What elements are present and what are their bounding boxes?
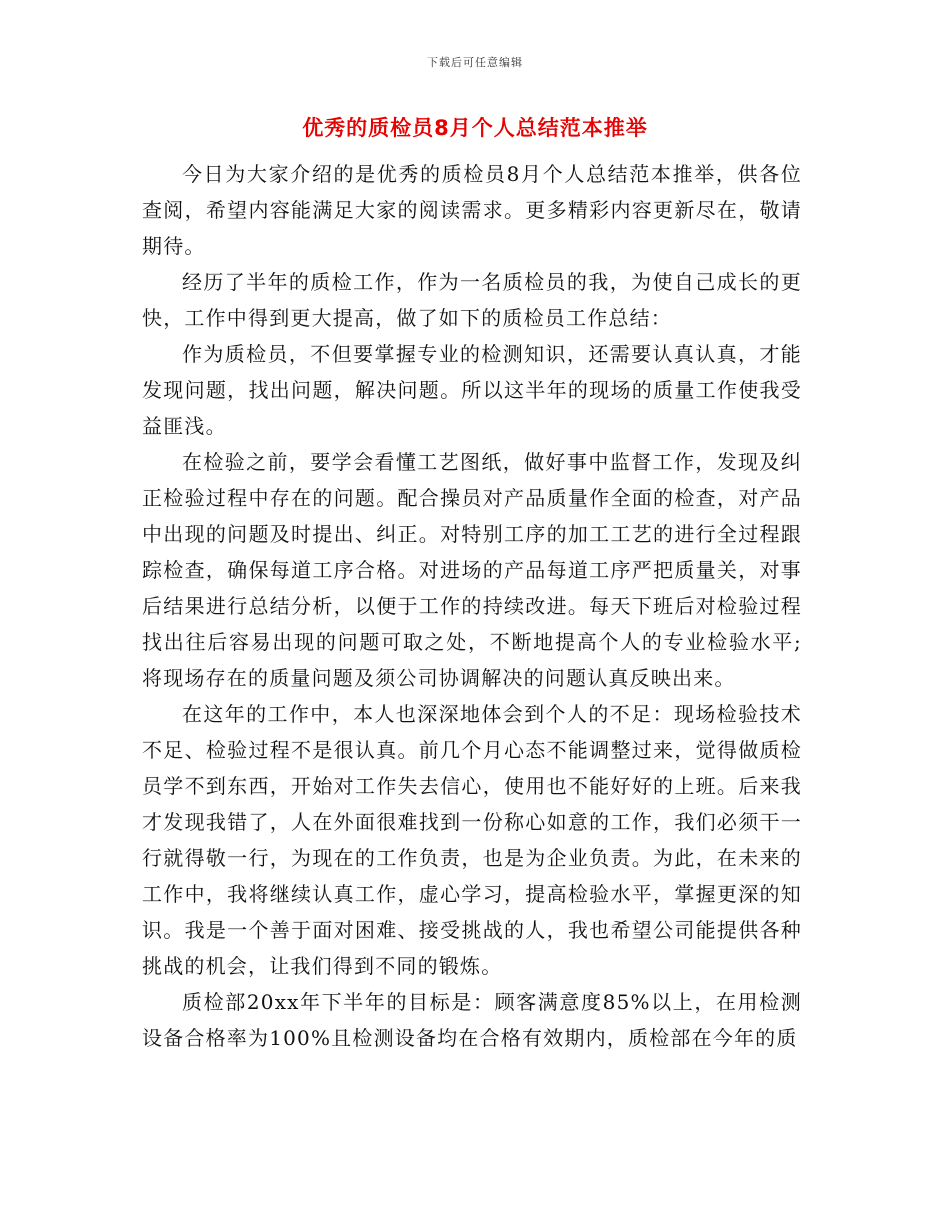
document-body xyxy=(142,156,802,1056)
paragraph-intro: 今日为大家介绍的是优秀的质检员8月个人总结范本推举，供各位查阅，希望内容能满足大家的阅读需求。更多精彩内容更新尽在，敬请期待。 xyxy=(142,162,802,258)
paragraph-inspection: 在检验之前，要学会看懂工艺图纸，做好事中监督工作，发现及纠正检验过程中存在的问题。配合操员对产品质量作全面的检查，对产品中出现的问题及时提出、纠正。对特别工序的加工工艺的进行全过程跟踪检查，确保每道工序合格。对进场的产品每道工序严把质量关，对事后结果进行总结分析，以便于工作的持续改进。每天下班后对检验过程找出往后容易出现的问题可取之处，不断地提高个人的专业检验水平;将现场存在的质量问题及须公司协调解决的问题认真反映出来。 xyxy=(142,450,802,690)
paragraph-reflection: 在这年的工作中，本人也深深地体会到个人的不足：现场检验技术不足、检验过程不是很认真。前几个月心态不能调整过来，觉得做质检员学不到东西，开始对工作失去信心，使用也不能好好的上班。后来我才发现我错了，人在外面很难找到一份称心如意的工作，我们必须干一行就得敬一行，为现在的工作负责，也是为企业负责。为此，在未来的工作中，我将继续认真工作，虚心学习，提高检验水平，掌握更深的知识。我是一个善于面对困难、接受挑战的人，我也希望公司能提供各种挑战的机会，让我们得到不同的锻炼。 xyxy=(142,702,802,978)
paragraph-goals: 质检部20xx年下半年的目标是：顾客满意度85%以上，在用检测设备合格率为100%且检测设备均在合格有效期内，质检部在今年的质 xyxy=(142,990,802,1050)
paragraph-experience: 经历了半年的质检工作，作为一名质检员的我，为使自己成长的更快，工作中得到更大提高，做了如下的质检员工作总结： xyxy=(142,270,802,330)
paragraph-role: 作为质检员，不但要掌握专业的检测知识，还需要认真认真，才能发现问题，找出问题，解决问题。所以这半年的现场的质量工作使我受益匪浅。 xyxy=(142,342,802,438)
document-title: 优秀的质检员8月个人总结范本推举 xyxy=(302,116,648,140)
header-note: 下载后可任意编辑 xyxy=(427,56,523,69)
